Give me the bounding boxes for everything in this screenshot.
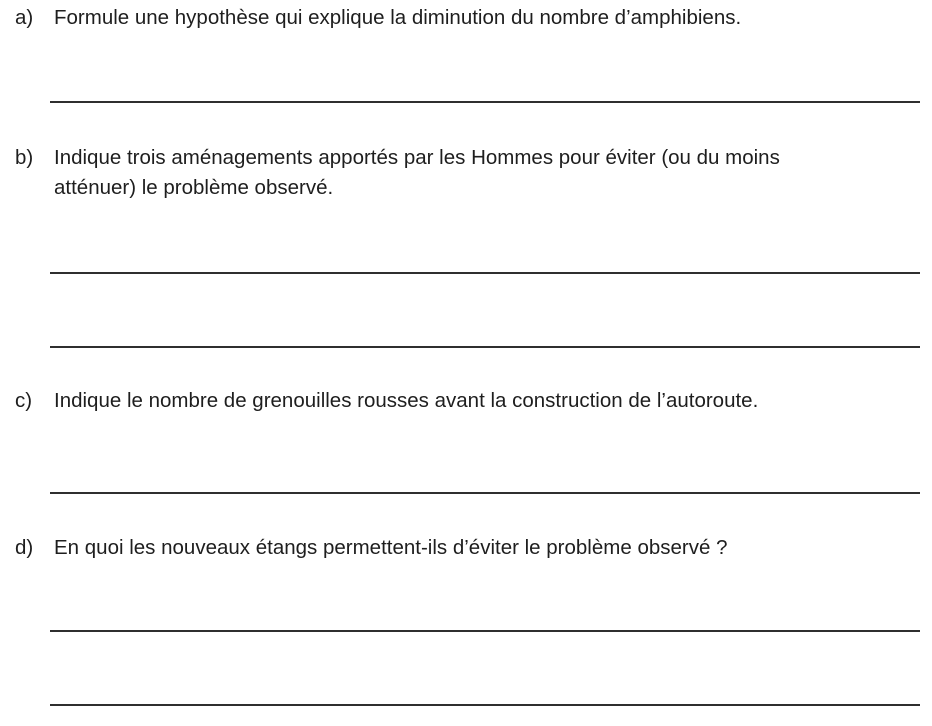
- question-b: [15, 143, 780, 203]
- question-b-label: b): [15, 146, 34, 169]
- answer-line-c: [50, 492, 920, 494]
- question-d-label: d): [15, 536, 34, 559]
- question-c: [15, 386, 758, 416]
- answer-line-a: [50, 101, 920, 103]
- question-c-text: Indique le nombre de grenouilles rousses avant la construction de l’autoroute.: [54, 389, 759, 412]
- question-d-text: En quoi les nouveaux étangs permettent-ils d’éviter le problème observé ?: [54, 536, 728, 559]
- question-c-label: c): [15, 389, 33, 412]
- question-d: [15, 533, 727, 563]
- question-a-text: Formule une hypothèse qui explique la diminution du nombre d’amphibiens.: [54, 6, 742, 29]
- answer-line-b-2: [50, 346, 920, 348]
- question-b-text-line-1: Indique trois aménagements apportés par les Hommes pour éviter (ou du moins: [54, 146, 780, 169]
- answer-line-d-2: [50, 704, 920, 706]
- question-a: [15, 3, 741, 33]
- answer-line-d-1: [50, 630, 920, 632]
- question-a-label: a): [15, 6, 34, 29]
- answer-line-b-1: [50, 272, 920, 274]
- question-b-text-line-2: atténuer) le problème observé.: [54, 176, 334, 199]
